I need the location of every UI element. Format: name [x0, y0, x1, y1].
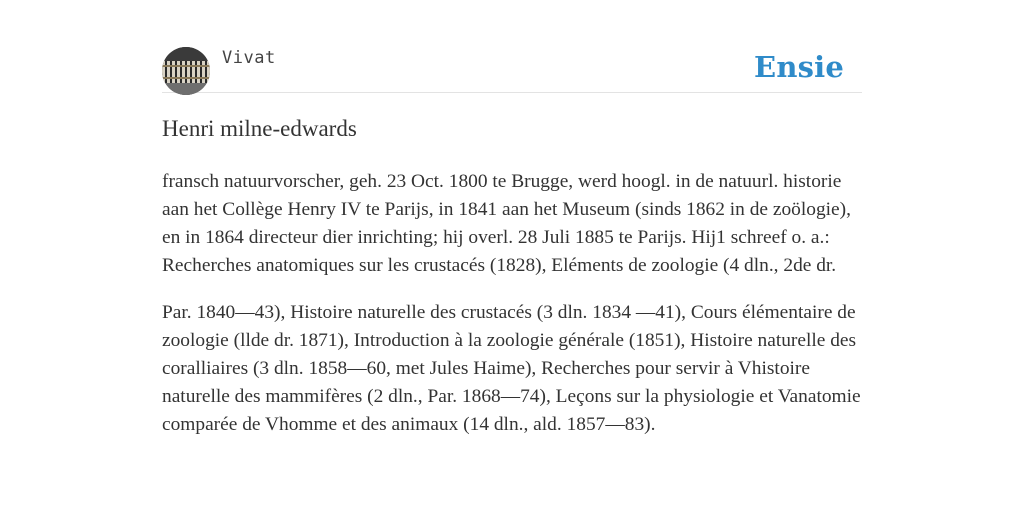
article-body	[162, 168, 862, 458]
page-header	[162, 46, 862, 93]
ensie-logo[interactable]: Ensie	[754, 50, 844, 84]
author-avatar[interactable]	[162, 47, 210, 95]
article-paragraph: fransch natuurvorscher, geh. 23 Oct. 1800 te Brugge, werd hoogl. in de natuurl. historie aan het Collège Henry IV te Parijs, in 1841 aan het Museum (sinds 1862 in de zoölogie), en in 1864 directeur dier inrichting; hij overl. 28 Juli 1885 te Parijs. Hij1 schreef o. a.: Recherches anatomiques sur les crustacés (1828), Eléments de zoologie (4 dln., 2de dr.	[162, 171, 851, 276]
author-name[interactable]: Vivat	[222, 48, 276, 68]
article-paragraph: Par. 1840—43), Histoire naturelle des crustacés (3 dln. 1834 —41), Cours élémentaire de zoologie (llde dr. 1871), Introduction à la zoologie générale (1851), Histoire naturelle des coralliaires (3 dln. 1858—60, met Jules Haime), Recherches pour servir à Vhistoire naturelle des mammifères (2 dln., Par. 1868—74), Leçons sur la physiologie et Vanatomie comparée de Vhomme et des animaux (14 dln., ald. 1857—83).	[162, 302, 861, 435]
article-title: Henri milne-edwards	[162, 116, 357, 141]
bookshelf-avatar-image	[162, 47, 210, 95]
